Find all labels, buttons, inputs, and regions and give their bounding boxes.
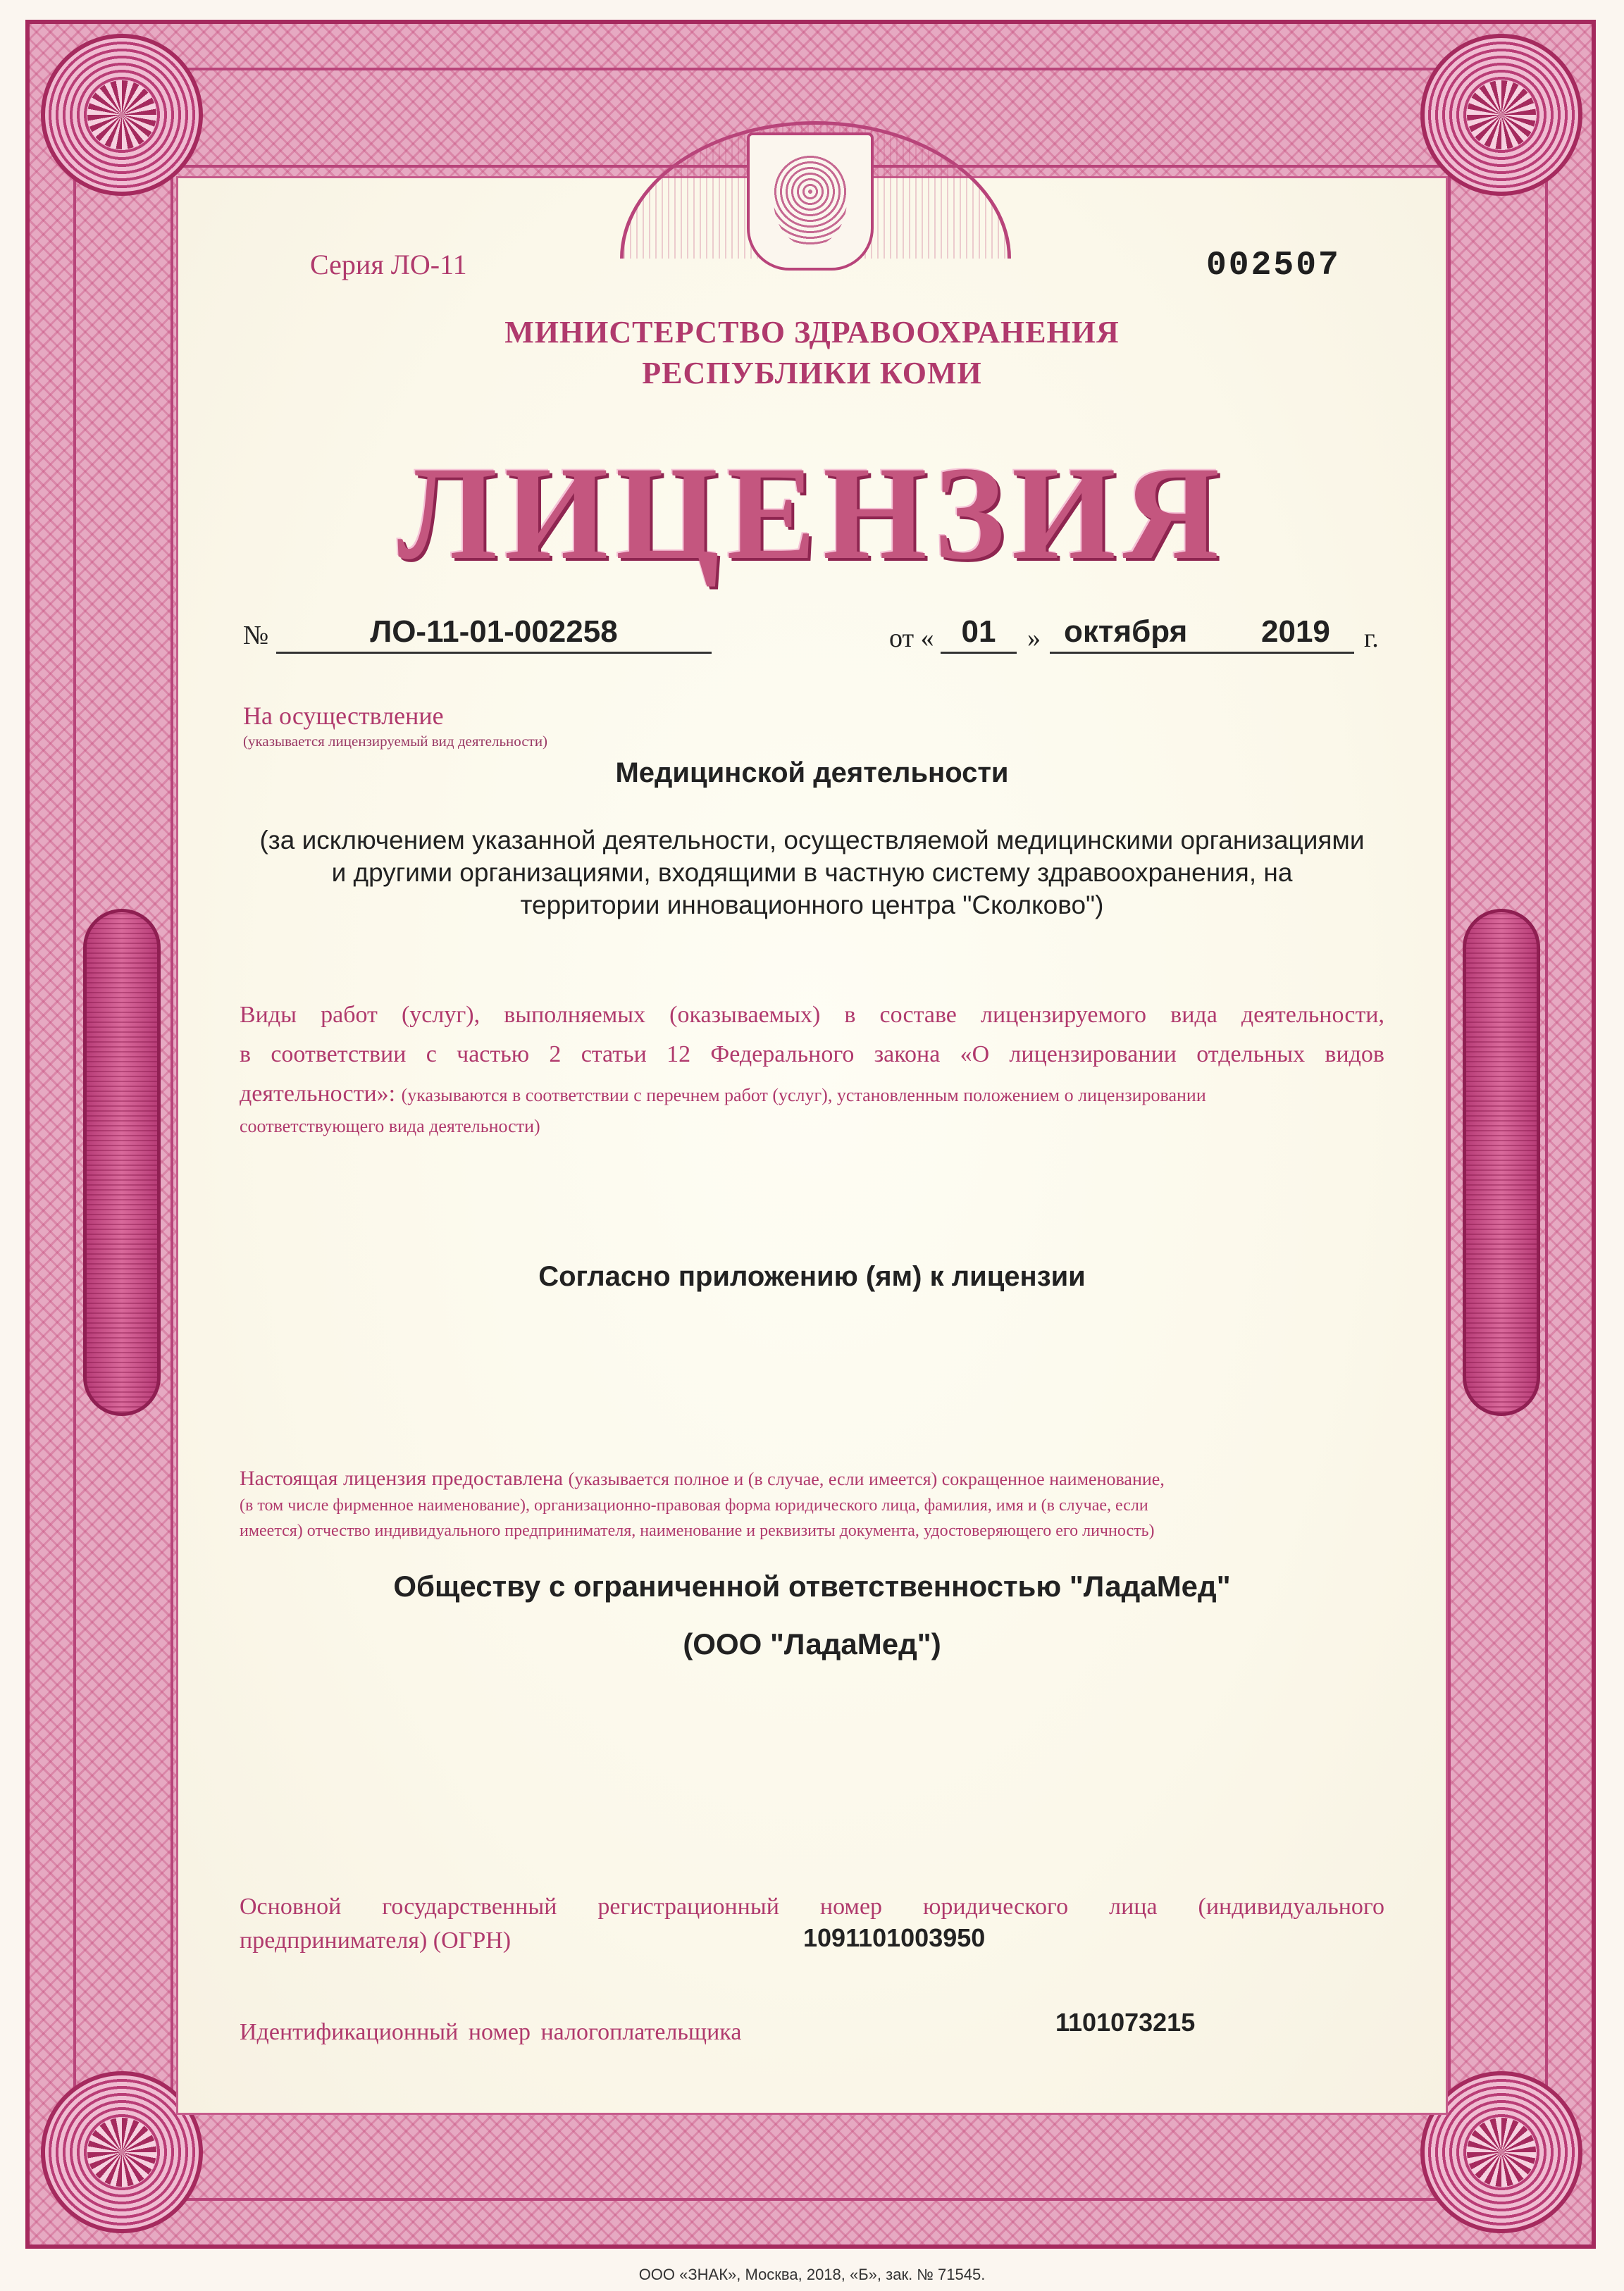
ministry-name-line1: МИНИСТЕРСТВО ЗДРАВООХРАНЕНИЯ: [504, 315, 1120, 349]
license-year: 2019: [1261, 614, 1330, 649]
works-text-line1: Виды работ (услуг), выполняемых (оказываемых) в составе лицензируемого вида деятельности,: [240, 1002, 1384, 1028]
double-headed-eagle-icon: [774, 155, 847, 247]
number-underline: [276, 652, 712, 654]
activity-exception-line1: (за исключением указанной деятельности, осуществляемой медицинскими организациями: [259, 826, 1365, 855]
corner-rosette-top-left: [41, 34, 203, 196]
side-ornament-right: [1463, 909, 1540, 1416]
works-text-line4-note: соответствующего вида деятельности): [240, 1116, 540, 1136]
number-sign: №: [243, 621, 269, 650]
works-text-line2: в соответствии с частью 2 статьи 12 Федерального закона «О лицензировании отдельных видов: [240, 1041, 1384, 1067]
works-text-line3: [240, 1081, 1384, 1107]
inn-label: Идентификационный номер налогоплательщика: [240, 2019, 742, 2045]
ministry-name-line2: РЕСПУБЛИКИ КОМИ: [642, 356, 982, 390]
activity-exception-line2: и другими организациями, входящими в частную систему здравоохранения, на: [331, 858, 1293, 887]
inn-value: 1101073215: [1055, 2008, 1196, 2037]
license-day: 01: [961, 614, 996, 649]
licensee-intro-note3: имеется) отчество индивидуального предпринимателя, наименование и реквизиты документа, удостоверяющего его личность): [240, 1522, 1155, 1540]
month-year-underline: [1050, 652, 1354, 654]
year-suffix: г.: [1364, 623, 1379, 653]
licensee-short-name: (ООО "ЛадаМед"): [683, 1627, 941, 1660]
licensee-intro-line1: [240, 1467, 1384, 1491]
coat-of-arms-emblem: [747, 132, 874, 271]
corner-rosette-top-right: [1420, 34, 1582, 196]
blank-number: 002507: [1206, 247, 1341, 285]
activity-exception-line3: территории инновационного центра "Сколково"): [520, 890, 1104, 919]
printer-imprint: ООО «ЗНАК», Москва, 2018, «Б», зак. № 71545.: [638, 2266, 986, 2283]
activity-label: На осуществление: [243, 702, 444, 730]
document-title: ЛИЦЕНЗИЯ: [397, 440, 1227, 588]
license-number: ЛО-11-01-002258: [370, 614, 618, 649]
activity-hint: (указывается лицензируемый вид деятельности): [243, 733, 548, 750]
works-text-line3-main: деятельности»:: [240, 1081, 396, 1107]
works-text-line3-note: (указываются в соответствии с перечнем работ (услуг), установленным положением о лицензировании: [401, 1085, 1206, 1105]
date-prefix: от «: [889, 623, 934, 653]
ogrn-label-line1: Основной государственный регистрационный номер юридического лица (индивидуального: [240, 1894, 1384, 1920]
side-ornament-left: [83, 909, 161, 1416]
day-underline: [941, 652, 1017, 654]
date-mid: »: [1027, 623, 1041, 653]
licensee-intro-note2: (в том числе фирменное наименование), организационно-правовая форма юридического лица, фамилия, имя и (в случае, если: [240, 1496, 1148, 1515]
licensee-intro-main: Настоящая лицензия предоставлена: [240, 1467, 564, 1490]
activity-name: Медицинской деятельности: [615, 757, 1009, 788]
series-label: Серия ЛО-11: [310, 249, 467, 280]
licensee-intro-note1: (указывается полное и (в случае, если имеется) сокращенное наименование,: [568, 1469, 1165, 1489]
ogrn-value: 1091101003950: [803, 1923, 986, 1952]
ogrn-label-line2: предпринимателя) (ОГРН): [240, 1927, 512, 1954]
works-value: Согласно приложению (ям) к лицензии: [538, 1261, 1086, 1292]
license-month: октября: [1064, 614, 1188, 649]
licensee-full-name: Обществу с ограниченной ответственностью "ЛадаМед": [393, 1570, 1231, 1603]
